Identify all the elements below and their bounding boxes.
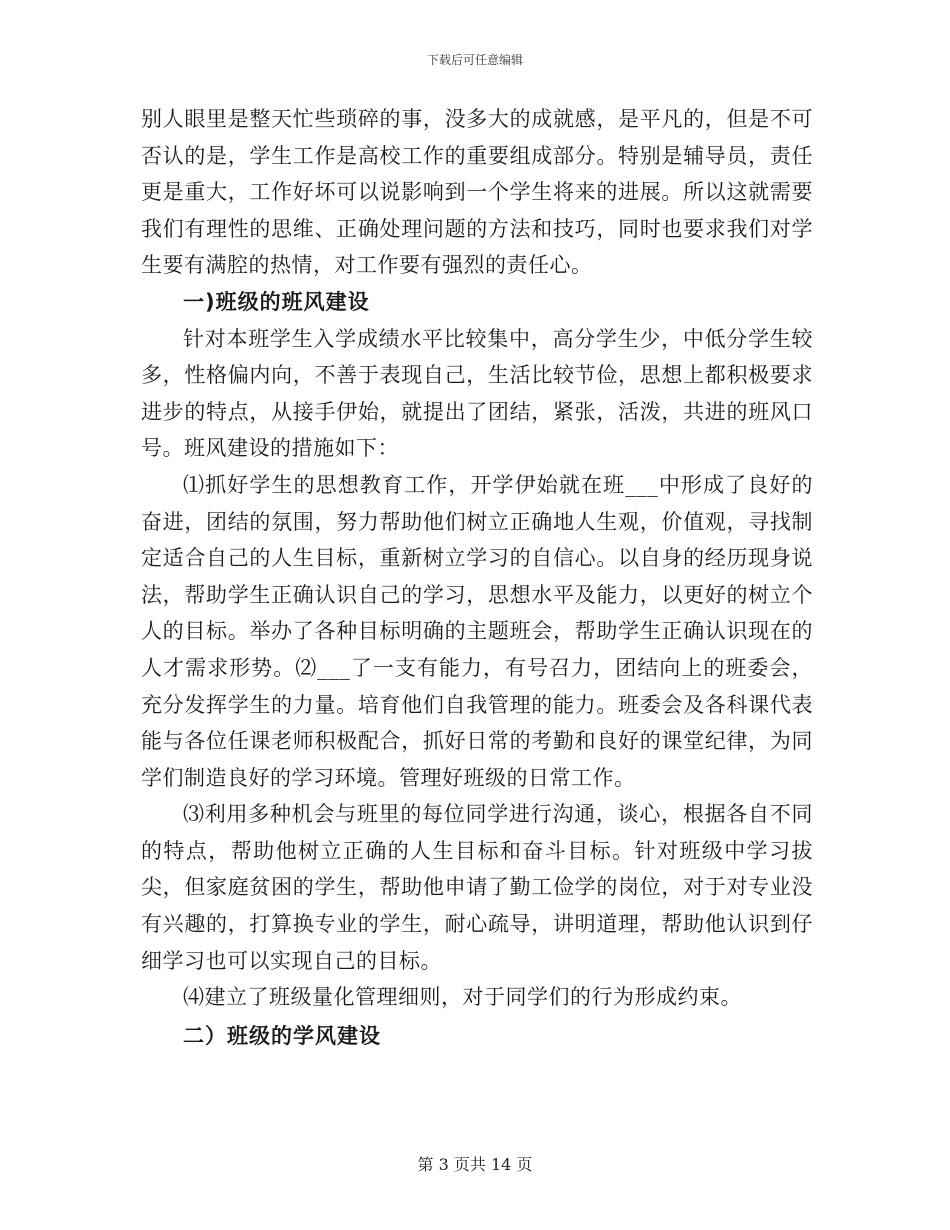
paragraph-intro: 别人眼里是整天忙些琐碎的事，没多大的成就感，是平凡的，但是不可否认的是，学生工作是高校工作的重要组成部分。特别是辅导员，责任更是重大，工作好坏可以说影响到一个学生将来的进展。所以这就需要我们有理性的思维、正确处理问题的方法和技巧，同时也要求我们对学生要有满腔的热情，对工作要有强烈的责任心。 bbox=[141, 107, 813, 278]
section-heading-study-style: 二）班级的学风建设 bbox=[183, 1023, 381, 1048]
paragraph-class-style-overview: 针对本班学生入学成绩水平比较集中，高分学生少，中低分学生较多，性格偏内向，不善于表现自己，生活比较节俭，思想上都积极要求进步的特点，从接手伊始，就提出了团结，紧张，活泼，共进的班风口号。班风建设的措施如下： bbox=[141, 326, 813, 461]
paragraph-measure-1-2: ⑴抓好学生的思想教育工作，开学伊始就在班___中形成了良好的奋进，团结的氛围，努力帮助他们树立正确地人生观，价值观，寻找制定适合自己的人生目标，重新树立学习的自信心。以自身的经历现身说法，帮助学生正确认识自己的学习，思想水平及能力，以更好的树立个人的目标。举办了各种目标明确的主题班会，帮助学生正确认识现在的人才需求形势。⑵___了一支有能力，有号召力，团结向上的班委会，充分发挥学生的力量。培育他们自我管理的能力。班委会及各科课代表能与各位任课老师积极配合，抓好日常的考勤和良好的课堂纪律，为同学们制造良好的学习环境。管理好班级的日常工作。 bbox=[141, 472, 813, 790]
section-heading-class-style: 一)班级的班风建设 bbox=[183, 289, 370, 314]
paragraph-measure-3: ⑶利用多种机会与班里的每位同学进行沟通，谈心，根据各自不同的特点，帮助他树立正确的人生目标和奋斗目标。针对班级中学习拔尖，但家庭贫困的学生，帮助他申请了勤工俭学的岗位，对于对专业没有兴趣的，打算换专业的学生，耐心疏导，讲明道理，帮助他认识到仔细学习也可以实现自己的目标。 bbox=[141, 802, 813, 973]
page-footer: 第 3 页共 14 页 bbox=[417, 1155, 533, 1174]
page-header: 下载后可任意编辑 bbox=[426, 53, 523, 67]
document-body bbox=[141, 101, 813, 1054]
paragraph-measure-4: ⑷建立了班级量化管理细则，对于同学们的行为形成约束。 bbox=[183, 985, 742, 1010]
